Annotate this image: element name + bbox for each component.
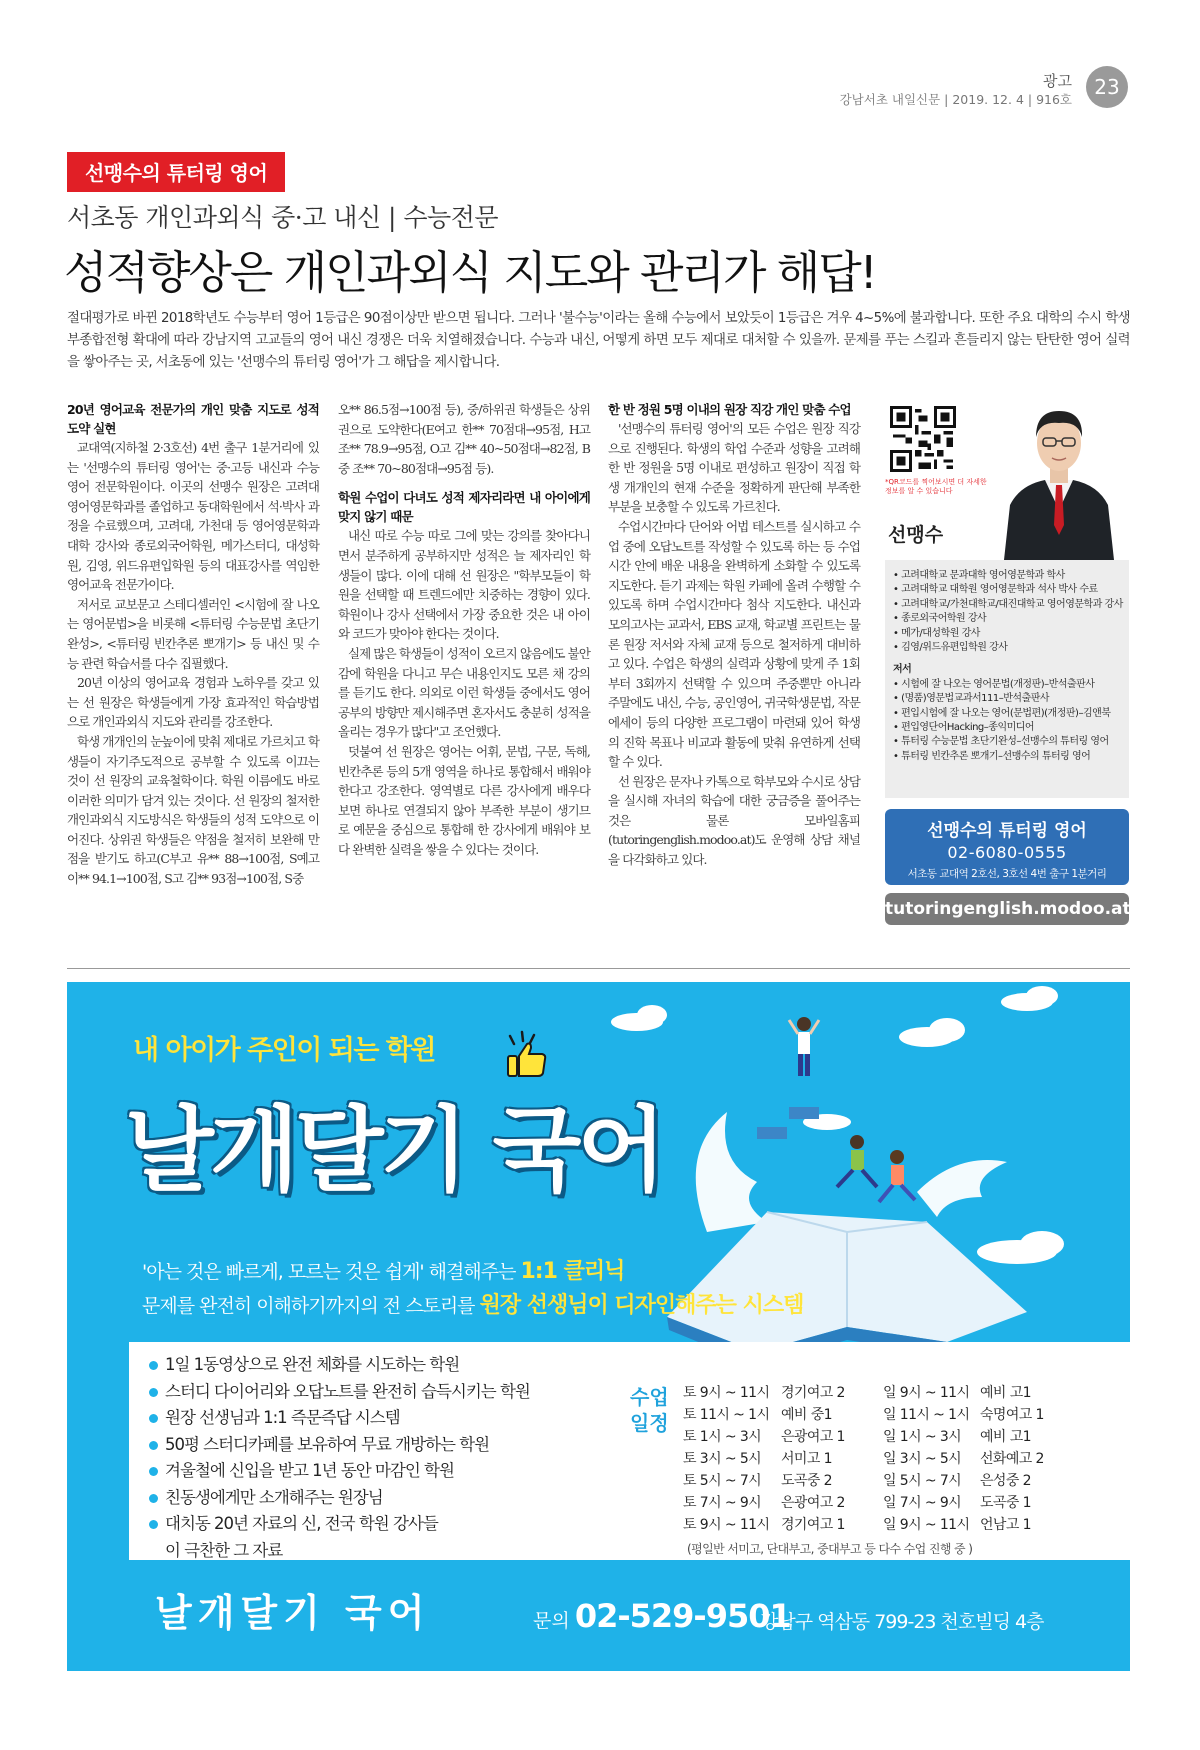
- schedule-row: [683, 1426, 1066, 1448]
- slot-time: 토 9시 ~ 11시: [683, 1517, 770, 1533]
- schedule-row: [683, 1404, 1066, 1426]
- thumbs-up-icon: [500, 1028, 556, 1084]
- article-lead: 절대평가로 바뀐 2018학년도 수능부터 영어 1등급은 90점이상만 받으면 됩니다. 그러나 '불수능'이라는 올해 수능에서 보았듯이 1등급은 겨우 4~5%에 불과합니다. 또한 주요 대학의 수시 학생부종합전형 확대에 따라 강남지역 고교들의 영어 내신 경쟁은 더욱 치열해졌습니다. 수능과 내신, 어떻게 하면 모두 제대로 대처할 수 있을까. 문제를 푸는 스킬과 흔들리지 않는 탄탄한 영어 실력을 쌓아주는 곳, 서초동에 있는 '선맹수의 튜터링 영어'가 그 해답을 제시합니다.: [67, 311, 1130, 370]
- feature-item: 대치동 20년 자료의 신, 전국 학원 강사들이 극찬한 그 자료: [149, 1511, 449, 1564]
- ad-subline-1: [142, 1254, 624, 1285]
- website-link[interactable]: tutoringenglish.modoo.at: [885, 893, 1129, 925]
- book-item: • (명품)영문법교과서111–반석출판사: [893, 692, 1123, 706]
- slot-class: 숙명여고 1: [980, 1407, 1044, 1423]
- books-label: 저서: [893, 664, 912, 676]
- contact-box: [885, 809, 1129, 885]
- paragraph: 수업시간마다 단어와 어법 테스트를 실시하고 수업 중에 오답노트를 작성할 수 있도록 하는 등 수업시간 안에 배운 내용을 완벽하게 소화할 수 있도록 지도한다. 듣기 과제는 학원 카페에 올려 수행할 수 있도록 하며 수업시간마다 첨삭 지도한다. 내신과 모의고사는 교과서, EBS 교재, 학교별 프린트는 물론 원장 저서와 자체 교재 등으로 철저하게 대비하고 있다. 수업은 학생의 실력과 상황에 맞게 주 1회부터 3회까지 선택할 수 있으며 주중뿐만 아니라 주말에도 내신, 수능, 공인영어, 귀국학생문법, 작문에세이 등의 다양한 프로그램이 마련돼 있어 학생의 진학 목표나 비교과 활동에 맞춰 유연하게 선택할 수 있다.: [608, 518, 860, 770]
- schedule-row: [683, 1492, 1066, 1514]
- slot-time: 토 11시 ~ 1시: [683, 1407, 770, 1423]
- slot-class: 서미고 1: [781, 1451, 832, 1467]
- slot-time: 일 3시 ~ 5시: [883, 1451, 962, 1467]
- paragraph: 20년 이상의 영어교육 경험과 노하우를 갖고 있는 선 원장은 학생들에게 가장 효과적인 학습방법으로 개인과외식 지도와 관리를 강조한다.: [67, 675, 319, 730]
- slot-time: 일 1시 ~ 3시: [883, 1429, 962, 1445]
- slot-time: 일 9시 ~ 11시: [883, 1385, 970, 1401]
- ad-feature-list: [149, 1352, 530, 1564]
- ad-subline-2: [142, 1288, 803, 1319]
- schedule-row: [683, 1382, 1066, 1404]
- paragraph: '선맹수의 튜터링 영어'의 모든 수업은 원장 직강으로 진행된다. 학생의 학업 수준과 성향을 고려해 한 반 정원을 5명 이내로 편성하고 원장이 직접 학생 개개인의 현재 수준을 정확하게 판단해 부족한 부분을 보충할 수 있도록 가르친다.: [608, 421, 860, 515]
- ad-phone[interactable]: 02-529-9501: [574, 1597, 791, 1635]
- feature-item: 1일 1동영상으로 완전 체화를 시도하는 학원: [149, 1352, 530, 1379]
- slot-class: 도곡중 1: [980, 1495, 1031, 1511]
- column-heading: 20년 영어교육 전문가의 개인 맞춤 지도로 성적 도약 실현: [67, 402, 319, 436]
- contact-title: 선맹수의 튜터링 영어: [927, 821, 1087, 841]
- career-item: • 종로외국어학원 강사: [893, 612, 1123, 626]
- column-heading: 한 반 정원 5명 이내의 원장 직강 개인 맞춤 수업: [608, 402, 851, 417]
- profile-career-box: [885, 560, 1129, 798]
- slot-class: 은광여고 2: [781, 1495, 845, 1511]
- schedule-row: [683, 1448, 1066, 1470]
- slot-time: 토 1시 ~ 3시: [683, 1429, 762, 1445]
- books-list: [893, 678, 1123, 764]
- feature-item: 원장 선생님과 1:1 즉문즉답 시스템: [149, 1405, 530, 1432]
- article-tag: 선맹수의 튜터링 영어: [67, 152, 285, 192]
- profile-name: 선맹수: [888, 524, 944, 546]
- book-item: • 튜터링 수능문법 초단기완성–선맹수의 튜터링 영어: [893, 735, 1123, 749]
- slot-class: 은광여고 1: [781, 1429, 845, 1445]
- ad-footer-logo: 날개달기 국어: [155, 1591, 431, 1635]
- subline-text: 문제를 완전히 이해하기까지의 전 스토리를: [142, 1295, 480, 1317]
- subline-highlight: 원장 선생님이 디자인해주는 시스템: [479, 1293, 804, 1318]
- subline-text: '아는 것은 빠르게, 모르는 것은 쉽게' 해결해주는: [142, 1261, 521, 1283]
- slot-time: 토 5시 ~ 7시: [683, 1473, 762, 1489]
- slot-class: 경기여고 2: [781, 1385, 845, 1401]
- feature-item: 50평 스터디카페를 보유하여 무료 개방하는 학원: [149, 1432, 530, 1459]
- slot-time: 토 7시 ~ 9시: [683, 1495, 762, 1511]
- schedule-row: [683, 1514, 1066, 1536]
- page-number-badge: 23: [1086, 66, 1128, 108]
- qr-caption: *QR코드를 찍어보시면 더 자세한 정보를 알 수 있습니다: [885, 478, 987, 495]
- article-headline: 성적향상은 개인과외식 지도와 관리가 해답!: [64, 246, 876, 299]
- paragraph: 오** 86.5점→100점 등), 중/하위권 학생들은 상위권으로 도약한다(E여고 한** 70점대→95점, H고 조** 78.9→95점, O고 김** 40~50점대→82점, B중 조** 70~80점대→95점 등).: [338, 402, 590, 476]
- divider: [67, 968, 1130, 969]
- advertisement: [67, 982, 1130, 1671]
- feature-item: 친동생에게만 소개해주는 원장님: [149, 1485, 530, 1512]
- book-item: • 튜터링 빈칸추론 뽀개기–선맹수의 튜터링 영어: [893, 750, 1123, 764]
- qr-code-icon[interactable]: [890, 406, 956, 472]
- slot-class: 언남고 1: [980, 1517, 1031, 1533]
- career-item: • 김영/위드유편입학원 강사: [893, 641, 1123, 655]
- slot-class: 예비 고1: [980, 1385, 1031, 1401]
- schedule-table: [683, 1382, 1066, 1536]
- article-column-3: [608, 400, 860, 870]
- book-item: • 시험에 잘 나오는 영어문법(개정판)–반석출판사: [893, 678, 1123, 692]
- ad-inquiry: [533, 1597, 791, 1635]
- ad-address: 강남구 역삼동 799-23 천호빌딩 4층: [760, 1611, 1044, 1633]
- slot-time: 일 11시 ~ 1시: [883, 1407, 970, 1423]
- slot-class: 은성중 2: [980, 1473, 1031, 1489]
- article-column-1: [67, 400, 319, 889]
- portrait-photo: [1000, 385, 1118, 560]
- slot-class: 도곡중 2: [781, 1473, 832, 1489]
- slot-time: 일 9시 ~ 11시: [883, 1517, 970, 1533]
- slot-class: 예비 중1: [781, 1407, 832, 1423]
- feature-item: 겨울철에 신입을 받고 1년 동안 마감인 학원: [149, 1458, 530, 1485]
- feature-item: 스터디 다이어리와 오답노트를 완전히 습득시키는 학원: [149, 1379, 530, 1406]
- book-item: • 편입시험에 잘 나오는 영어(문법편)(개정판)–김앤북: [893, 707, 1123, 721]
- article-subhead: 서초동 개인과외식 중·고 내신 | 수능전문: [67, 203, 499, 232]
- paragraph: 덧붙여 선 원장은 영어는 어휘, 문법, 구문, 독해, 빈칸추론 등의 5개 영역을 하나로 통합해서 배워야한다고 강조한다. 영역별로 다른 강사에게 배우다 보면 하나로 연결되지 않아 부족한 부분이 생기므로 예문을 중심으로 통합해 한 강사에게 배워야 보다 완벽한 실력을 쌓을 수 있다는 것이다.: [338, 743, 590, 857]
- issue-meta: 강남서초 내일신문 | 2019. 12. 4 | 916호: [839, 92, 1072, 107]
- paragraph: 학생 개개인의 눈높이에 맞춰 제대로 가르치고 학생들이 자기주도적으로 공부할 수 있도록 이끄는 것이 선 원장의 교육철학이다. 학원 이름에도 바로 이러한 의미가 담겨 있는 것이다. 선 원장의 철저한 개인과외식 지도방식은 학생들의 성적 도약으로 이어진다. 상위권 학생들은 약점을 철저히 보완해 만점을 받기도 하고(C부고 유** 88→100점, S예고 이** 94.1→100점, S고 김** 93점→100점, S중: [67, 733, 319, 887]
- schedule-label: 수업 일정: [630, 1385, 669, 1435]
- career-item: • 고려대학교/가천대학교/대진대학교 영어영문학과 강사: [893, 598, 1123, 612]
- subline-highlight: 1:1 클리닉: [520, 1259, 625, 1284]
- article-column-2: [338, 400, 590, 859]
- career-item: • 메가/대성학원 강사: [893, 627, 1123, 641]
- career-item: • 고려대학교 대학원 영어영문학과 석사 박사 수료: [893, 583, 1123, 597]
- ad-title: 날개달기 국어: [125, 1097, 663, 1204]
- slot-time: 일 7시 ~ 9시: [883, 1495, 962, 1511]
- contact-address: 서초동 교대역 2호선, 3호선 4번 출구 1분거리: [907, 868, 1107, 880]
- section-label: 광고: [1043, 72, 1072, 90]
- column-heading: 학원 수업이 다녀도 성적 제자리라면 내 아이에게 맞지 않기 때문: [338, 490, 590, 525]
- paragraph: 저서로 교보문고 스테디셀러인 <시험에 잘 나오는 영어문법>을 비롯해 <튜터링 수능문법 초단기 완성>, <튜터링 빈칸추론 뽀개기> 등 내신 및 수능 관련 학습서를 다수 집필했다.: [67, 596, 319, 671]
- slot-class: 예비 고1: [980, 1429, 1031, 1445]
- slot-time: 토 3시 ~ 5시: [683, 1451, 762, 1467]
- inquiry-label: 문의: [533, 1610, 570, 1632]
- career-list: [893, 569, 1123, 655]
- contact-phone[interactable]: 02-6080-0555: [947, 843, 1067, 862]
- paragraph: 내신 따로 수능 따로 그에 맞는 강의를 찾아다니면서 분주하게 공부하지만 성적은 늘 제자리인 학생들이 많다. 이에 대해 선 원장은 "학부모들이 학원을 선택할 때 트렌드에만 치중하는 경향이 있다. 학원이나 강사 선택에서 가장 중요한 것은 내 아이와 코드가 맞아야 한다는 것이다.: [338, 528, 590, 642]
- paragraph: 선 원장은 문자나 카톡으로 학부모와 수시로 상담을 실시해 자녀의 학습에 대한 궁금증을 풀어주는 것은 물론 모바일홈피(tutoringenglish.modoo.at)도 운영해 상담 채널을 다각화하고 있다.: [608, 773, 860, 868]
- schedule-note: (평일반 서미고, 단대부고, 중대부고 등 다수 수업 진행 중 ): [687, 1542, 973, 1556]
- paragraph: 교대역(지하철 2·3호선) 4번 출구 1분거리에 있는 '선맹수의 튜터링 영어'는 중·고등 내신과 수능 영어 전문학원이다. 이곳의 선맹수 원장은 고려대 영어영문학과를 졸업하고 동대학원에서 석·박사 과정을 수료했으며, 고려대, 가천대 등 영어영문학과 대학 강사와 종로외국어학원, 메가스터디, 대성학원, 김영, 위드유편입학원 등의 대표강사를 역임한 영어교육 전문가이다.: [67, 440, 319, 593]
- career-item: • 고려대학교 문과대학 영어영문학과 학사: [893, 569, 1123, 583]
- book-item: • 편입영단어Hacking–종익미디어: [893, 721, 1123, 735]
- ad-tagline: 내 아이가 주인이 되는 학원: [133, 1035, 436, 1066]
- slot-time: 일 5시 ~ 7시: [883, 1473, 962, 1489]
- slot-time: 토 9시 ~ 11시: [683, 1385, 770, 1401]
- paragraph: 실제 많은 학생들이 성적이 오르지 않음에도 불안감에 학원을 다니고 무슨 내용인지도 모른 채 강의를 듣기도 한다. 의외로 이런 학생들 중에서도 영어공부의 방향만 제시해주면 혼자서도 충분히 성적을 올리는 경우가 많다"고 조언했다.: [338, 645, 590, 740]
- slot-class: 선화예고 2: [980, 1451, 1044, 1467]
- slot-class: 경기여고 1: [781, 1517, 845, 1533]
- schedule-row: [683, 1470, 1066, 1492]
